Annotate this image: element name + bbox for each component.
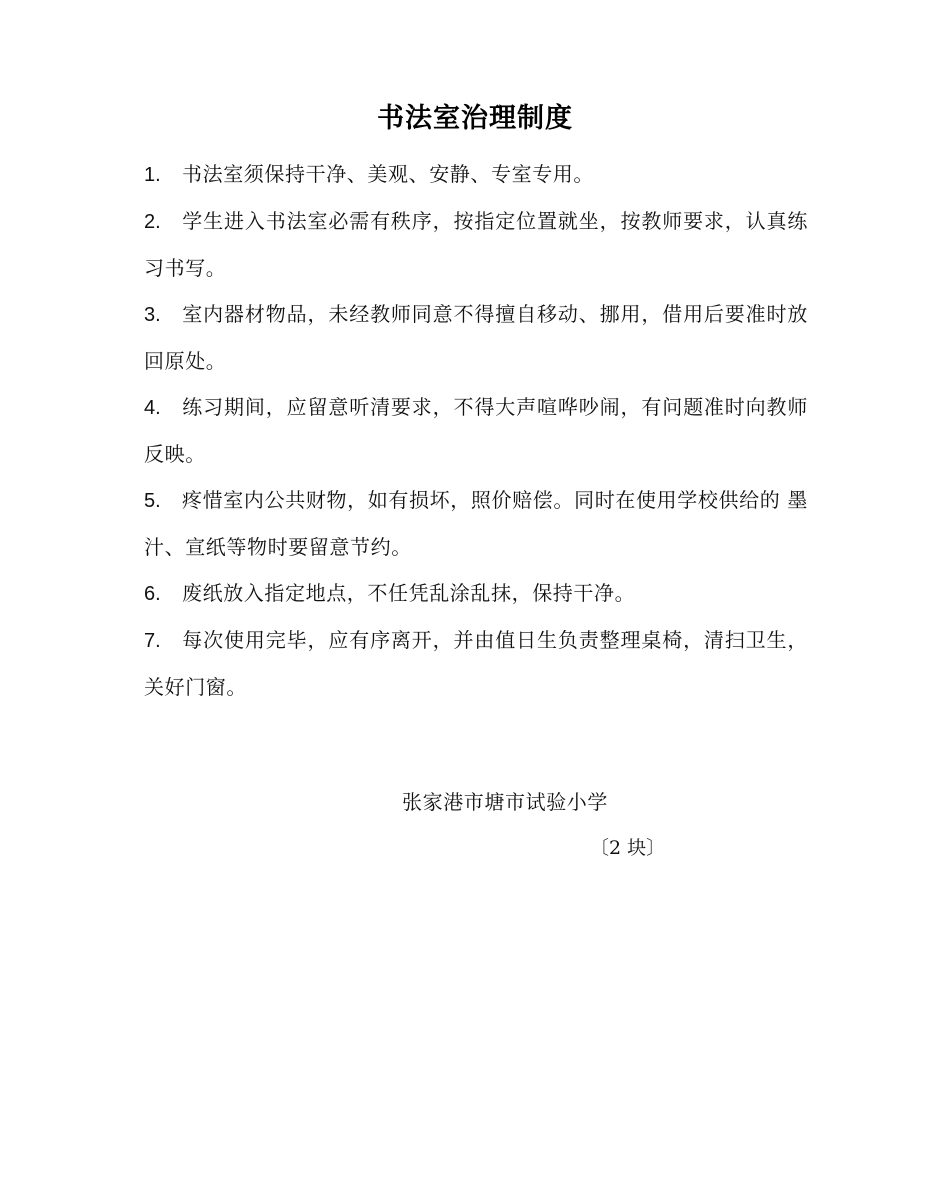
quantity-note: 〔2 块〕 (590, 837, 666, 859)
rule-number: 7. (144, 630, 161, 652)
rule-item (144, 384, 808, 477)
rule-text: 练习期间，应留意听清要求，不得大声喧哗吵闹，有问题准时向教师反映。 (144, 395, 808, 466)
rule-number: 6. (144, 583, 161, 605)
rule-text: 书法室须保持干净、美观、安静、专室专用。 (182, 162, 594, 186)
rule-number: 3. (144, 304, 161, 326)
rules-list (144, 151, 808, 710)
rule-number: 2. (144, 211, 161, 233)
rule-number: 5. (144, 490, 161, 512)
rule-text: 学生进入书法室必需有秩序，按指定位置就坐，按教师要求，认真练习书写。 (144, 209, 808, 280)
rule-item (144, 617, 808, 710)
rule-item (144, 198, 808, 291)
page-title: 书法室治理制度 (377, 103, 573, 134)
rule-item (144, 151, 808, 198)
rule-text: 每次使用完毕，应有序离开，并由值日生负责整理桌椅，清扫卫生，关好门窗。 (144, 628, 808, 699)
rule-item (144, 570, 808, 617)
rule-text: 室内器材物品，未经教师同意不得擅自移动、挪用，借用后要准时放回原处。 (144, 302, 808, 373)
rule-number: 4. (144, 397, 161, 419)
rule-item (144, 291, 808, 384)
rule-text: 疼惜室内公共财物，如有损坏，照价赔偿。同时在使用学校供给的 墨汁、宣纸等物时要留意节约。 (144, 488, 808, 559)
rule-text: 废纸放入指定地点，不任凭乱涂乱抹，保持干净。 (182, 581, 636, 605)
rule-item (144, 477, 808, 570)
rule-number: 1. (144, 164, 161, 186)
school-name: 张家港市塘市试验小学 (402, 790, 608, 814)
